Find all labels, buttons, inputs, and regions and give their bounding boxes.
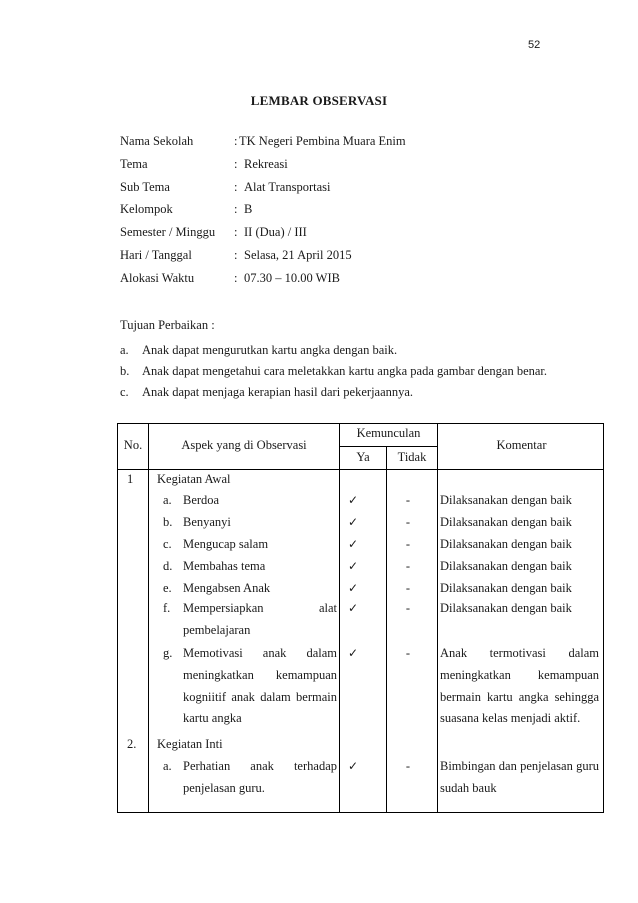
item-comment: Dilaksanakan dengan baik [440, 515, 572, 529]
check-icon: ✓ [347, 581, 359, 595]
item-marker: f. [163, 601, 171, 615]
page-number: 52 [528, 39, 541, 51]
dash-mark: - [405, 559, 411, 573]
info-label: Sub Tema [120, 179, 170, 194]
goal-item [120, 340, 560, 361]
check-icon: ✓ [347, 601, 359, 615]
info-value: TK Negeri Pembina Muara Enim [239, 134, 406, 148]
table-row [163, 598, 337, 642]
check-icon: ✓ [347, 537, 359, 551]
info-colon: : [234, 247, 238, 262]
info-label: Nama Sekolah [120, 134, 194, 148]
header-comment: Komentar [496, 438, 547, 452]
item-comment: Dilaksanakan dengan baik [440, 581, 572, 595]
info-label: Hari / Tanggal [120, 247, 192, 262]
info-colon: : [234, 134, 238, 148]
table-divider [118, 469, 603, 470]
info-value: II (Dua) / III [244, 225, 307, 240]
dash-mark: - [405, 515, 411, 529]
table-divider [339, 424, 340, 812]
observation-table [117, 423, 604, 813]
table-row [163, 756, 337, 800]
table-divider [386, 446, 387, 812]
header-yes: Ya [356, 450, 370, 464]
info-value: 07.30 – 10.00 WIB [244, 270, 340, 285]
item-comment: Dilaksanakan dengan baik [440, 601, 572, 615]
table-divider [437, 424, 438, 812]
info-value: B [244, 202, 253, 217]
table-row [163, 512, 337, 534]
item-marker: a. [163, 759, 172, 773]
item-comment: Bimbingan dan penjelasan guru sudah bauk [440, 759, 599, 795]
item-text: Perhatian anak terhadap penjelasan guru. [183, 759, 337, 795]
dash-mark: - [405, 493, 411, 507]
table-row [163, 556, 337, 578]
goal-item [120, 382, 560, 403]
item-text: Benyanyi [183, 515, 231, 529]
goals-heading: Tujuan Perbaikan : [120, 318, 215, 332]
goal-item [120, 361, 560, 382]
info-label: Kelompok [120, 202, 173, 217]
item-text: Mempersiapkan alat pembelajaran [183, 601, 337, 637]
item-marker: c. [163, 537, 172, 551]
table-row [163, 643, 337, 730]
info-label: Alokasi Waktu [120, 270, 195, 285]
item-marker: g. [163, 646, 173, 660]
item-comment: Dilaksanakan dengan baik [440, 493, 572, 507]
info-colon: : [234, 270, 238, 285]
check-icon: ✓ [347, 515, 359, 529]
table-divider [148, 424, 149, 812]
info-label: Tema [120, 156, 148, 171]
item-marker: e. [163, 581, 172, 595]
goal-text: Anak dapat mengurutkan kartu angka dengan baik. [142, 343, 398, 357]
section-number: 1 [127, 472, 134, 486]
item-marker: b. [163, 515, 173, 529]
check-icon: ✓ [347, 493, 359, 507]
item-text: Berdoa [183, 493, 220, 507]
info-label: Semester / Minggu [120, 225, 216, 240]
section-title: Kegiatan Inti [157, 737, 223, 751]
dash-mark: - [405, 601, 411, 615]
header-no: No. [123, 438, 143, 452]
dash-mark: - [405, 759, 411, 773]
item-comment: Dilaksanakan dengan baik [440, 559, 572, 573]
item-marker: a. [163, 493, 172, 507]
section-number: 2. [127, 737, 137, 751]
item-comment: Anak termotivasi dalam meningkatkan kemampuan bermain kartu angka sehingga suasana kelas menjadi aktif. [440, 646, 599, 726]
dash-mark: - [405, 537, 411, 551]
dash-mark: - [405, 581, 411, 595]
goal-marker: a. [120, 343, 129, 357]
info-colon: : [234, 179, 238, 194]
goal-text: Anak dapat mengetahui cara meletakkan kartu angka pada gambar dengan benar. [142, 364, 548, 378]
check-icon: ✓ [347, 646, 359, 660]
info-colon: : [234, 156, 238, 171]
info-value: Rekreasi [244, 156, 288, 171]
item-text: Mengucap salam [183, 537, 269, 551]
info-colon: : [234, 202, 238, 217]
goal-text: Anak dapat menjaga kerapian hasil dari pekerjaannya. [142, 385, 414, 399]
info-value: Selasa, 21 April 2015 [244, 247, 352, 262]
info-colon: : [234, 225, 238, 240]
item-text: Membahas tema [183, 559, 266, 573]
goal-marker: c. [120, 385, 129, 399]
item-comment: Dilaksanakan dengan baik [440, 537, 572, 551]
check-icon: ✓ [347, 759, 359, 773]
dash-mark: - [405, 646, 411, 660]
header-appearance: Kemunculan [356, 426, 421, 440]
table-divider [339, 446, 437, 447]
check-icon: ✓ [347, 559, 359, 573]
item-marker: d. [163, 559, 173, 573]
item-text: Memotivasi anak dalam meningkatkan kemampuan kogniitif anak dalam bermain kartu angka [183, 646, 337, 726]
header-aspect: Aspek yang di Observasi [181, 438, 307, 452]
document-title: LEMBAR OBSERVASI [250, 93, 388, 108]
goals-list [120, 340, 560, 403]
info-value: Alat Transportasi [244, 179, 331, 194]
table-row [163, 578, 337, 600]
table-row [163, 534, 337, 556]
table-row [163, 490, 337, 512]
item-text: Mengabsen Anak [183, 581, 271, 595]
section-title: Kegiatan Awal [157, 472, 231, 486]
goal-marker: b. [120, 364, 130, 378]
header-no-col: Tidak [397, 450, 427, 464]
